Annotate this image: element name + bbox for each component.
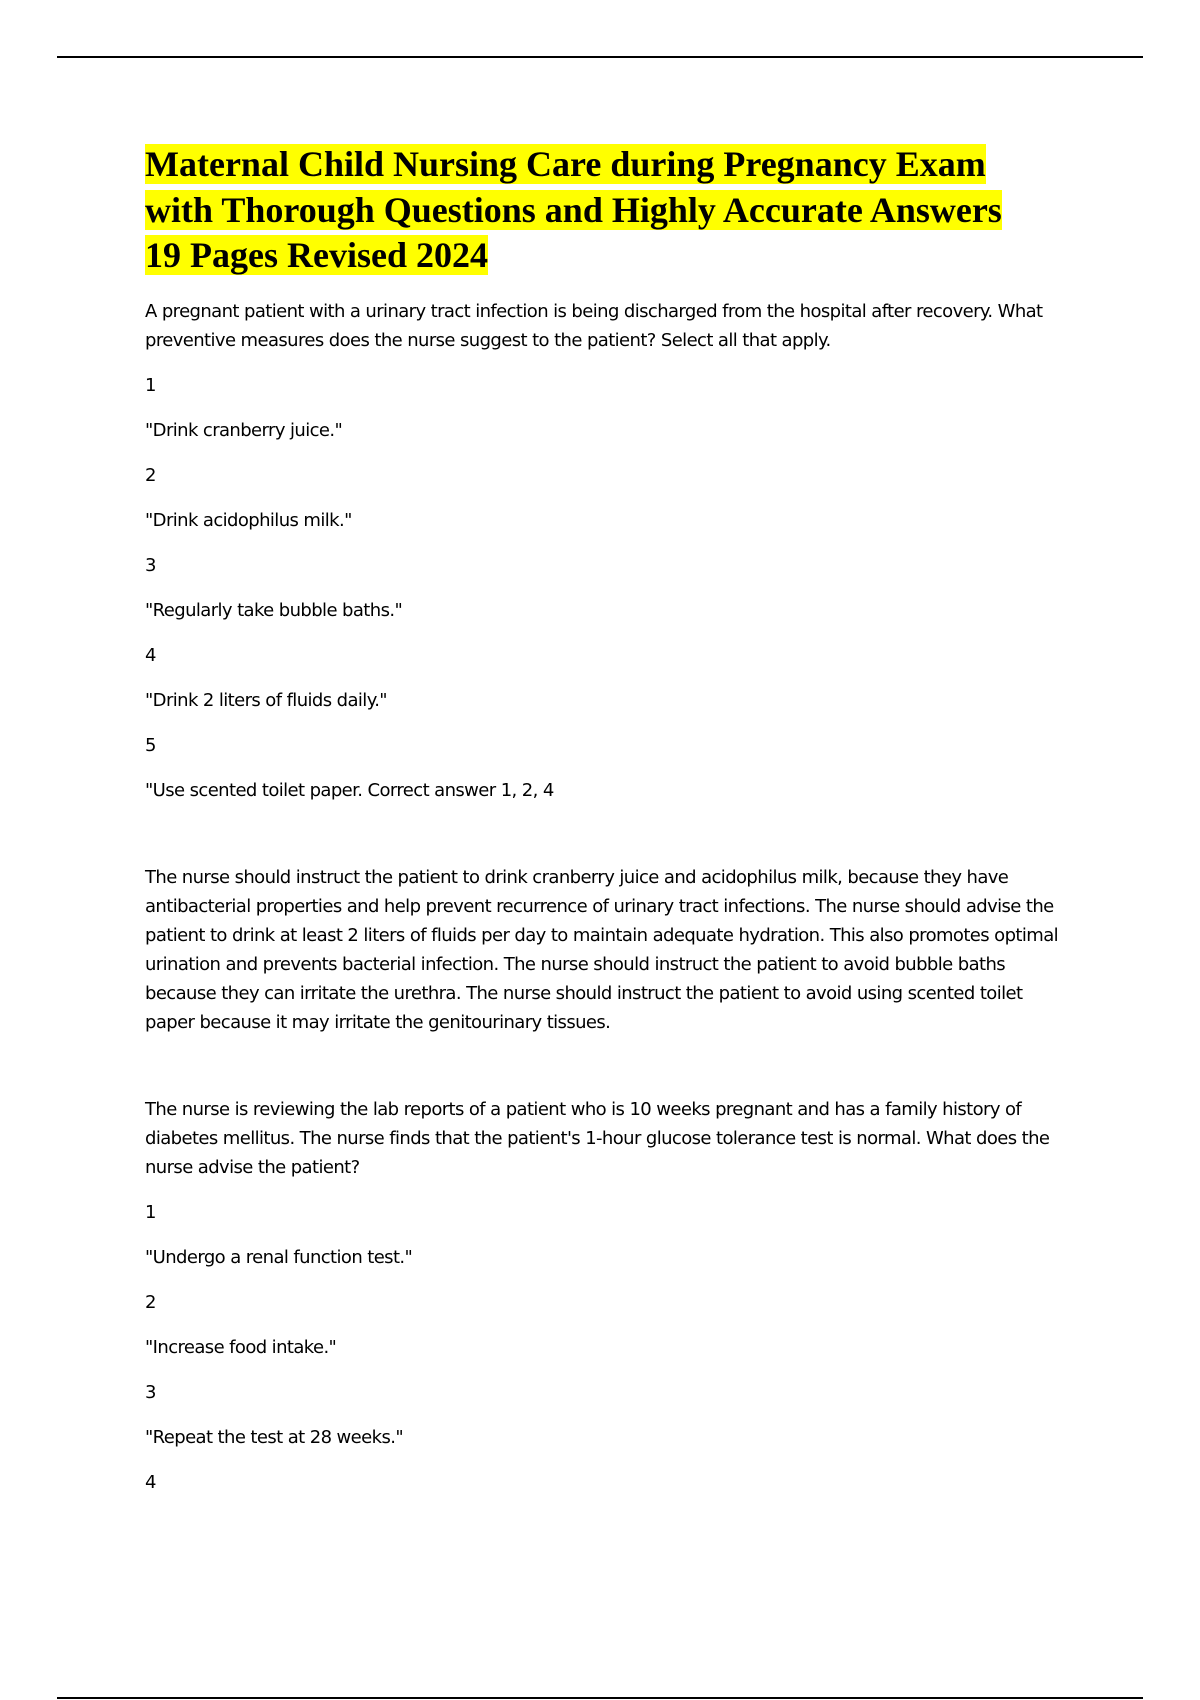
title-line-1: Maternal Child Nursing Care during Pregnancy Exam: [145, 144, 986, 184]
option-number: 1: [145, 1201, 156, 1223]
title-line-2: with Thorough Questions and Highly Accurate Answers: [145, 189, 1002, 230]
question-1: [145, 297, 1065, 1037]
option-text: "Drink cranberry juice.": [145, 419, 343, 441]
document-body: [145, 142, 1065, 1513]
top-rule: [57, 56, 1143, 58]
title-line-3: 19 Pages Revised 2024: [145, 235, 488, 275]
option-number: 2: [145, 1291, 156, 1313]
option-number: 4: [145, 1471, 156, 1493]
bottom-rule: [57, 1697, 1143, 1699]
question-2: [145, 1095, 1065, 1497]
question-2-text: The nurse is reviewing the lab reports of a patient who is 10 weeks pregnant and has a family history of diabetes mellitus. The nurse finds that the patient's 1-hour glucose tolerance test is normal. What does the nurse advise the patient?: [145, 1098, 1050, 1178]
option-text: "Drink acidophilus milk.": [145, 509, 352, 531]
question-1-text: A pregnant patient with a urinary tract infection is being discharged from the hospital after recovery. What preventive measures does the nurse suggest to the patient? Select all that apply.: [145, 300, 1043, 351]
option-number: 1: [145, 374, 156, 396]
option-text: "Undergo a renal function test.": [145, 1246, 413, 1268]
question-1-rationale: The nurse should instruct the patient to drink cranberry juice and acidophilus milk, because they have antibacterial properties and help prevent recurrence of urinary tract infections. The nurse should advise the patient to drink at least 2 liters of fluids per day to maintain adequate hydration. This also promotes optimal urination and prevents bacterial infection. The nurse should instruct the patient to avoid bubble baths because they can irritate the urethra. The nurse should instruct the patient to avoid using scented toilet paper because it may irritate the genitourinary tissues.: [145, 866, 1059, 1033]
document-title: [145, 142, 1065, 279]
option-text: "Regularly take bubble baths.": [145, 599, 403, 621]
option-number: 3: [145, 554, 156, 576]
option-number: 3: [145, 1381, 156, 1403]
option-text: "Increase food intake.": [145, 1336, 337, 1358]
option-text-with-answer: "Use scented toilet paper. Correct answer 1, 2, 4: [145, 779, 554, 801]
option-number: 5: [145, 734, 156, 756]
option-text: "Drink 2 liters of fluids daily.": [145, 689, 387, 711]
option-number: 4: [145, 644, 156, 666]
option-number: 2: [145, 464, 156, 486]
option-text: "Repeat the test at 28 weeks.": [145, 1426, 404, 1448]
